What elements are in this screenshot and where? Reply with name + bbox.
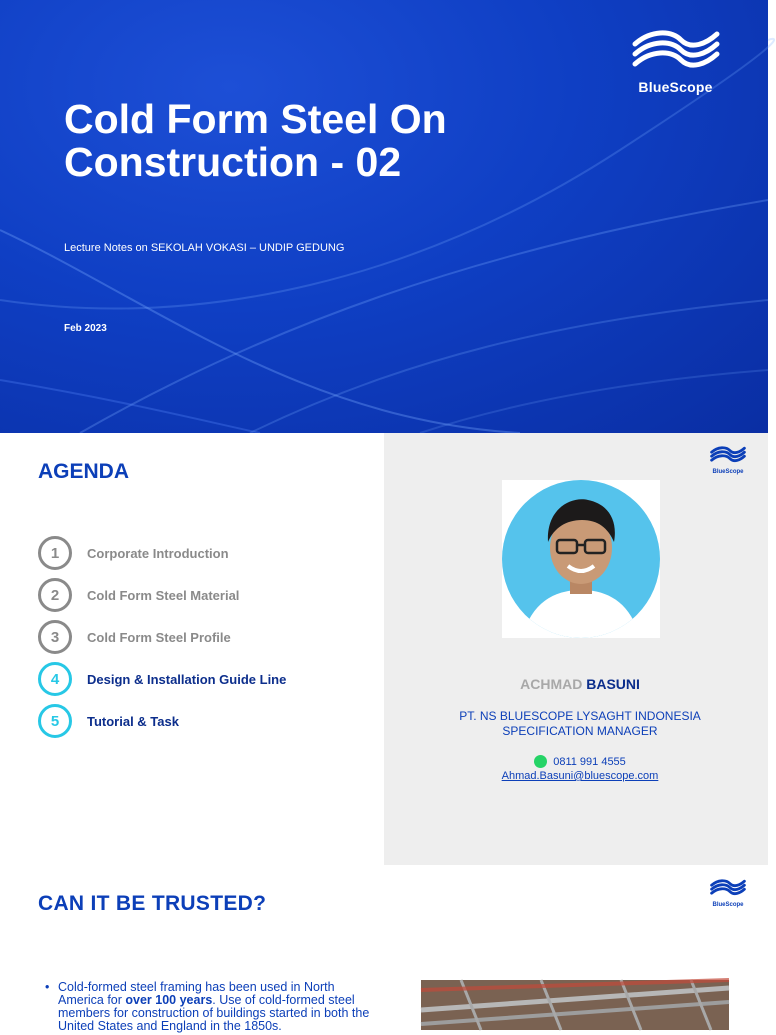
agenda-label: Cold Form Steel Material [87,587,240,603]
bullet-dot-icon: • [45,980,50,994]
bullet-bold-text: over 100 years [125,993,213,1007]
steel-framing-photo [421,980,729,1030]
agenda-item [38,620,231,654]
presenter-company: PT. NS BLUESCOPE LYSAGHT INDONESIA [459,709,701,723]
slide-title: Cold Form Steel On Construction - 02 [64,96,447,185]
agenda-title: AGENDA [38,460,130,483]
whatsapp-icon [534,755,547,768]
agenda-number: 2 [38,578,72,612]
agenda-label: Tutorial & Task [87,713,179,729]
bluescope-wave-icon [710,446,746,464]
bluescope-logo [618,30,733,95]
bluescope-logo [708,446,748,475]
agenda-item [38,536,229,570]
bullet-point [45,980,374,1033]
bullet-text: Cold-formed steel framing has been used in North America for [58,980,335,1007]
agenda-number: 5 [38,704,72,738]
agenda-label: Design & Installation Guide Line [87,671,287,687]
presenter-position: SPECIFICATION MANAGER [502,724,658,738]
agenda-item [38,578,239,612]
presenter-name [384,676,776,692]
logo-wordmark: BlueScope [712,469,744,475]
agenda-label: Corporate Introduction [87,545,229,561]
presenter-panel [384,433,768,865]
presenter-email-link[interactable]: Ahmad.Basuni@bluescope.com [501,770,659,782]
trust-slide [0,865,768,1033]
presenter-last-name: BASUNI [586,676,640,692]
title-slide [0,0,768,433]
bullet-text: . Use of cold-formed steel members for construction of buildings started in both the United States and England in the 1850s. [58,993,370,1033]
slide-title: CAN IT BE TRUSTED? [38,892,267,915]
presenter-first-name: ACHMAD [520,676,583,692]
agenda-number: 3 [38,620,72,654]
bluescope-wave-icon [631,30,721,72]
phone-number: 0811 991 4555 [553,755,626,768]
agenda-panel [0,433,384,865]
agenda-item-active [38,662,286,696]
agenda-number: 4 [38,662,72,696]
bluescope-wave-icon [710,879,746,897]
agenda-item-active [38,704,179,738]
agenda-number: 1 [38,536,72,570]
logo-wordmark: BlueScope [638,79,713,95]
slide-subtitle: Lecture Notes on SEKOLAH VOKASI – UNDIP GEDUNG [64,242,345,254]
presenter-photo [502,480,660,638]
logo-wordmark: BlueScope [712,902,744,908]
agenda-label: Cold Form Steel Profile [87,629,231,645]
slide-date: Feb 2023 [64,323,107,334]
bluescope-logo [708,879,748,908]
presenter-affiliation [384,709,776,739]
presenter-phone [384,755,776,768]
